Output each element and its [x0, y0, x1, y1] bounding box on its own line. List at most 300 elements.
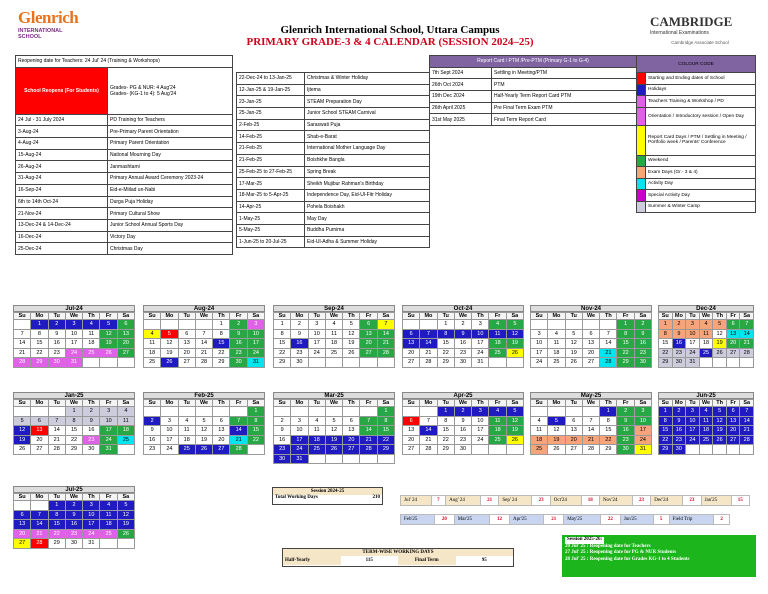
month-calendar [13, 486, 135, 549]
day-cell: 13 [178, 339, 195, 349]
day-cell: 14 [48, 426, 65, 436]
left-events-table [15, 55, 233, 255]
empty-day [31, 407, 48, 417]
weekday-label: Su [531, 400, 548, 407]
mid-event-row [237, 178, 430, 190]
count-month-label: Sep' 24 [499, 496, 532, 506]
page-title: Glenrich International School, Uttara Campus [280, 24, 500, 36]
empty-day [325, 454, 342, 464]
day-cell: 21 [600, 348, 617, 358]
day-cell: 26 [195, 445, 212, 455]
weekday-label: Su [659, 313, 673, 320]
week-row [659, 339, 754, 349]
day-cell: 27 [213, 445, 230, 455]
empty-day [325, 407, 342, 417]
weekday-header [531, 400, 652, 407]
day-cell: 6 [343, 416, 360, 426]
empty-day [403, 320, 420, 330]
week-row [14, 339, 135, 349]
mid-event-row-event: Buddha Purnima [305, 224, 430, 236]
cambridge-logo-name: CAMBRIDGE [650, 14, 733, 29]
day-cell: 22 [437, 435, 454, 445]
mid-event-row-date: 1-May-25 [237, 213, 305, 225]
day-cell: 29 [617, 358, 634, 368]
day-cell: 12 [548, 426, 565, 436]
week-row [14, 510, 135, 520]
day-cell: 23 [83, 435, 100, 445]
day-cell: 28 [600, 358, 617, 368]
weekday-label: Tu [308, 313, 325, 320]
empty-day [178, 407, 195, 417]
day-cell: 26 [713, 348, 727, 358]
day-cell: 25 [548, 358, 565, 368]
weekday-label: We [454, 400, 471, 407]
day-cell: 19 [100, 339, 117, 349]
left-event-row [16, 231, 233, 243]
legend-swatch [637, 84, 646, 96]
day-cell: 13 [213, 426, 230, 436]
day-cell: 27 [582, 358, 599, 368]
empty-day [582, 407, 599, 417]
day-cell: 1 [65, 407, 82, 417]
empty-day [582, 320, 599, 330]
mid-event-row-event: Boishkhe Bangla [305, 154, 430, 166]
mid-event-row-event: Independence Day, Eid-Ul-Fitr Holiday [305, 189, 430, 201]
day-cell: 1 [617, 320, 634, 330]
day-cell: 1 [600, 407, 617, 417]
empty-day [178, 320, 195, 330]
day-cell: 1 [659, 320, 673, 330]
day-cell: 15 [617, 339, 634, 349]
day-cell: 5 [161, 329, 178, 339]
day-cell: 3 [308, 320, 325, 330]
day-cell: 2 [291, 320, 308, 330]
day-cell: 1 [48, 501, 65, 511]
empty-day [377, 358, 394, 368]
day-cell: 12 [161, 339, 178, 349]
day-cell: 22 [377, 435, 394, 445]
week-row [531, 339, 652, 349]
empty-day [161, 320, 178, 330]
day-cell: 28 [740, 348, 754, 358]
weekday-label: Mo [548, 400, 565, 407]
day-cell: 22 [247, 435, 264, 445]
right-event-row [430, 114, 637, 126]
left-event-row-event: Pre-Primary Parent Orientation [108, 126, 233, 138]
day-cell: 3 [100, 407, 117, 417]
day-cell: 4 [308, 416, 325, 426]
day-cell: 7 [600, 329, 617, 339]
weekday-label: Mo [161, 313, 178, 320]
day-cell: 13 [360, 329, 377, 339]
day-cell: 29 [48, 539, 65, 549]
day-cell: 1 [377, 407, 394, 417]
legend-row [637, 125, 756, 155]
empty-day [506, 445, 523, 455]
empty-day [548, 320, 565, 330]
mid-event-row [237, 236, 430, 248]
day-cell: 4 [325, 320, 342, 330]
mid-event-row [237, 189, 430, 201]
day-cell: 15 [600, 426, 617, 436]
day-cell: 4 [699, 320, 713, 330]
weekday-label: Sa [247, 400, 264, 407]
empty-day [565, 407, 582, 417]
weekday-header [403, 400, 524, 407]
day-cell: 10 [100, 416, 117, 426]
day-cell: 13 [726, 329, 740, 339]
count-month-value: 20 [434, 515, 454, 525]
weekday-label: Su [274, 400, 291, 407]
day-cell: 19 [548, 435, 565, 445]
day-cell: 5 [548, 416, 565, 426]
day-cell: 12 [195, 426, 212, 436]
day-cell: 27 [403, 358, 420, 368]
day-cell: 21 [195, 348, 212, 358]
day-cell: 18 [308, 435, 325, 445]
school-reopen-detail2: Grades- (KG-1 to 4): 5 Aug'24 [110, 90, 177, 97]
day-cell: 12 [117, 510, 134, 520]
day-cell: 19 [713, 426, 727, 436]
cambridge-logo-sub2: Cambridge Associate School [671, 40, 729, 45]
weekday-label: Sa [506, 313, 523, 320]
empty-day [213, 407, 230, 417]
day-cell: 12 [506, 329, 523, 339]
weekday-header [144, 313, 265, 320]
day-cell: 5 [325, 416, 342, 426]
week-row [531, 329, 652, 339]
half-yearly-value: 115 [365, 558, 373, 563]
empty-day [308, 407, 325, 417]
left-event-row [16, 126, 233, 138]
day-cell: 25 [117, 435, 134, 445]
weekday-label: Tu [565, 400, 582, 407]
count-month-value: 15 [731, 496, 749, 506]
mid-event-row [237, 119, 430, 131]
day-cell: 6 [360, 320, 377, 330]
week-row [403, 416, 524, 426]
weekday-label: Tu [565, 313, 582, 320]
left-event-row [16, 173, 233, 185]
left-event-row [16, 149, 233, 161]
week-row [144, 445, 265, 455]
month-calendar [530, 305, 652, 368]
month-calendar [273, 392, 395, 464]
school-reopen-label: School Reopens (For Students) [16, 67, 108, 114]
empty-day [291, 407, 308, 417]
empty-day [247, 445, 264, 455]
next-session-header: Session 2025-26: [567, 537, 603, 542]
day-cell: 17 [161, 435, 178, 445]
day-cell: 19 [713, 339, 727, 349]
weekday-label: Su [531, 313, 548, 320]
empty-day [308, 454, 325, 464]
empty-day [325, 358, 342, 368]
weekday-label: Tu [686, 400, 700, 407]
weekday-label: Fr [726, 313, 740, 320]
month-grid [402, 399, 524, 455]
day-cell: 26 [506, 435, 523, 445]
mid-events-table [236, 72, 430, 248]
day-cell: 8 [65, 416, 82, 426]
day-cell: 28 [195, 358, 212, 368]
day-cell: 21 [31, 529, 48, 539]
empty-day [161, 407, 178, 417]
mid-event-row-event: Spring Break [305, 166, 430, 178]
empty-day [713, 445, 727, 455]
mid-event-row [237, 166, 430, 178]
count-month-label: Dec'24 [651, 496, 683, 506]
legend-rows [637, 73, 756, 213]
empty-day [377, 454, 394, 464]
day-cell: 19 [161, 348, 178, 358]
day-cell: 6 [178, 329, 195, 339]
day-cell: 20 [117, 339, 134, 349]
day-cell: 20 [178, 348, 195, 358]
day-cell: 22 [213, 348, 230, 358]
day-cell: 13 [565, 426, 582, 436]
weekday-label: We [195, 313, 212, 320]
day-cell: 24 [161, 445, 178, 455]
week-row [144, 426, 265, 436]
day-cell: 30 [634, 358, 651, 368]
day-cell: 7 [420, 416, 437, 426]
day-cell: 12 [506, 416, 523, 426]
week-row [14, 348, 135, 358]
day-cell: 4 [144, 329, 161, 339]
day-cell: 6 [582, 329, 599, 339]
count-month-value: 18 [581, 496, 599, 506]
day-cell: 4 [548, 329, 565, 339]
day-cell: 1 [437, 320, 454, 330]
week-row [531, 435, 652, 445]
count-month-value: 5 [653, 515, 669, 525]
day-cell: 7 [230, 416, 247, 426]
day-cell: 1 [213, 320, 230, 330]
day-cell: 24 [686, 435, 700, 445]
day-cell: 28 [740, 435, 754, 445]
week-row [144, 329, 265, 339]
month-grid [13, 493, 135, 549]
weekday-label: Fr [360, 313, 377, 320]
month-title: Feb-25 [143, 392, 265, 399]
week-row [144, 407, 265, 417]
day-cell: 28 [31, 539, 48, 549]
legend-label: Exam Days (Gr.- 3 & 4) [646, 167, 756, 179]
weekday-label: Su [659, 400, 673, 407]
empty-day [531, 407, 548, 417]
weekday-header [14, 313, 135, 320]
empty-day [420, 407, 437, 417]
week-row [14, 407, 135, 417]
day-cell: 9 [83, 416, 100, 426]
school-logo [18, 8, 88, 48]
day-cell: 12 [325, 426, 342, 436]
day-cell: 30 [65, 539, 82, 549]
weekday-label: We [195, 400, 212, 407]
left-event-row-date: 6th to 14th Oct-24 [16, 196, 108, 208]
month-calendar [402, 392, 524, 455]
left-event-row [16, 208, 233, 220]
week-row [659, 416, 754, 426]
day-cell: 8 [377, 416, 394, 426]
count-month-value: 7 [431, 496, 446, 506]
day-cell: 24 [247, 348, 264, 358]
week-row [144, 339, 265, 349]
weekday-label: Tu [48, 400, 65, 407]
day-cell: 4 [699, 407, 713, 417]
day-cell: 3 [161, 416, 178, 426]
day-cell: 30 [454, 358, 471, 368]
weekday-label: Th [343, 313, 360, 320]
day-cell: 11 [144, 339, 161, 349]
day-cell: 24 [472, 435, 489, 445]
mid-event-row-date: 2-Feb-25 [237, 119, 305, 131]
day-cell: 7 [360, 416, 377, 426]
day-cell: 21 [420, 435, 437, 445]
title-block [160, 24, 620, 48]
month-title: Apr-25 [402, 392, 524, 399]
weekday-label: Mo [420, 400, 437, 407]
day-cell: 9 [144, 426, 161, 436]
weekday-header [274, 313, 395, 320]
legend-row [637, 155, 756, 167]
day-cell: 11 [83, 329, 100, 339]
empty-day [600, 320, 617, 330]
day-cell: 7 [31, 510, 48, 520]
weekday-label: We [325, 313, 342, 320]
empty-day [14, 407, 31, 417]
day-cell: 4 [489, 320, 506, 330]
day-cell: 23 [65, 529, 82, 539]
day-cell: 28 [48, 445, 65, 455]
weekday-label: Sa [634, 400, 651, 407]
mid-event-rows [237, 73, 430, 248]
day-cell: 29 [65, 445, 82, 455]
weekday-label: Su [14, 313, 31, 320]
weekday-label: Fr [230, 313, 247, 320]
week-row [659, 358, 754, 368]
day-cell: 27 [565, 445, 582, 455]
weekday-label: Su [403, 400, 420, 407]
day-cell: 23 [230, 348, 247, 358]
weekday-label: Fr [726, 400, 740, 407]
day-cell: 11 [699, 416, 713, 426]
left-event-row [16, 161, 233, 173]
day-cell: 23 [672, 348, 686, 358]
day-cell: 14 [230, 426, 247, 436]
school-reopen-detail1: Grades- PG & NUR: 4 Aug'24 [110, 84, 176, 91]
week-row [14, 539, 135, 549]
day-cell: 12 [100, 329, 117, 339]
day-cell: 14 [420, 426, 437, 436]
left-event-row-event: Primary Annual Award Ceremony 2023-24 [108, 173, 233, 185]
day-cell: 16 [672, 426, 686, 436]
empty-day [14, 320, 31, 330]
day-cell: 1 [31, 320, 48, 330]
day-cell: 30 [230, 358, 247, 368]
week-row [274, 454, 395, 464]
day-cell: 2 [454, 320, 471, 330]
empty-day [117, 539, 134, 549]
day-cell: 26 [548, 445, 565, 455]
day-cell: 8 [274, 329, 291, 339]
day-cell: 22 [31, 348, 48, 358]
weekday-label: Sa [377, 400, 394, 407]
week-row [531, 348, 652, 358]
count-month-label: Jul' 24 [401, 496, 432, 506]
month-title: Sep-24 [273, 305, 395, 312]
empty-day [472, 445, 489, 455]
legend-label: Special Activity Day [646, 190, 756, 202]
legend-label: Weekend [646, 155, 756, 167]
day-cell: 22 [65, 435, 82, 445]
day-cell: 25 [83, 348, 100, 358]
month-calendar [143, 305, 265, 368]
day-cell: 1 [247, 407, 264, 417]
day-cell: 17 [291, 435, 308, 445]
day-cell: 2 [634, 320, 651, 330]
day-cell: 11 [489, 416, 506, 426]
left-event-row-date: 13-Dec-24 & 14-Dec-24 [16, 219, 108, 231]
left-event-row-event: Junior School Annual Sports Day [108, 219, 233, 231]
day-cell: 17 [531, 348, 548, 358]
day-cell: 2 [454, 407, 471, 417]
day-cell: 4 [100, 501, 117, 511]
left-event-row-event: Victory Day [108, 231, 233, 243]
week-row [274, 320, 395, 330]
count-month-value: 23 [532, 496, 550, 506]
weekday-header [531, 313, 652, 320]
left-event-row [16, 184, 233, 196]
empty-day [699, 445, 713, 455]
weekday-label: Mo [672, 313, 686, 320]
weekday-header [659, 313, 754, 320]
left-event-row-event: PD Training for Teachers [108, 114, 233, 126]
mid-event-row-date: 21-Feb-25 [237, 143, 305, 155]
day-cell: 9 [672, 416, 686, 426]
day-cell: 19 [506, 426, 523, 436]
legend-label: Holidays [646, 84, 756, 96]
left-event-row [16, 138, 233, 150]
day-cell: 6 [213, 416, 230, 426]
mid-event-row-date: 21-Feb-25 [237, 154, 305, 166]
count-month-value: 21 [480, 496, 498, 506]
day-cell: 17 [472, 426, 489, 436]
day-cell: 16 [672, 339, 686, 349]
week-row [14, 501, 135, 511]
day-cell: 5 [713, 320, 727, 330]
week-row [14, 445, 135, 455]
weekday-label: Sa [506, 400, 523, 407]
weekday-label: Mo [672, 400, 686, 407]
weekday-label: Th [600, 313, 617, 320]
weekday-label: Fr [617, 400, 634, 407]
day-cell: 7 [740, 407, 754, 417]
day-cell: 13 [582, 339, 599, 349]
day-cell: 29 [600, 445, 617, 455]
day-cell: 17 [65, 339, 82, 349]
day-cell: 28 [230, 445, 247, 455]
weekday-label: Mo [31, 400, 48, 407]
day-cell: 20 [726, 426, 740, 436]
day-cell: 8 [437, 416, 454, 426]
week-row [14, 529, 135, 539]
day-cell: 16 [291, 339, 308, 349]
day-cell: 27 [360, 348, 377, 358]
day-cell: 10 [291, 426, 308, 436]
mid-event-row [237, 224, 430, 236]
